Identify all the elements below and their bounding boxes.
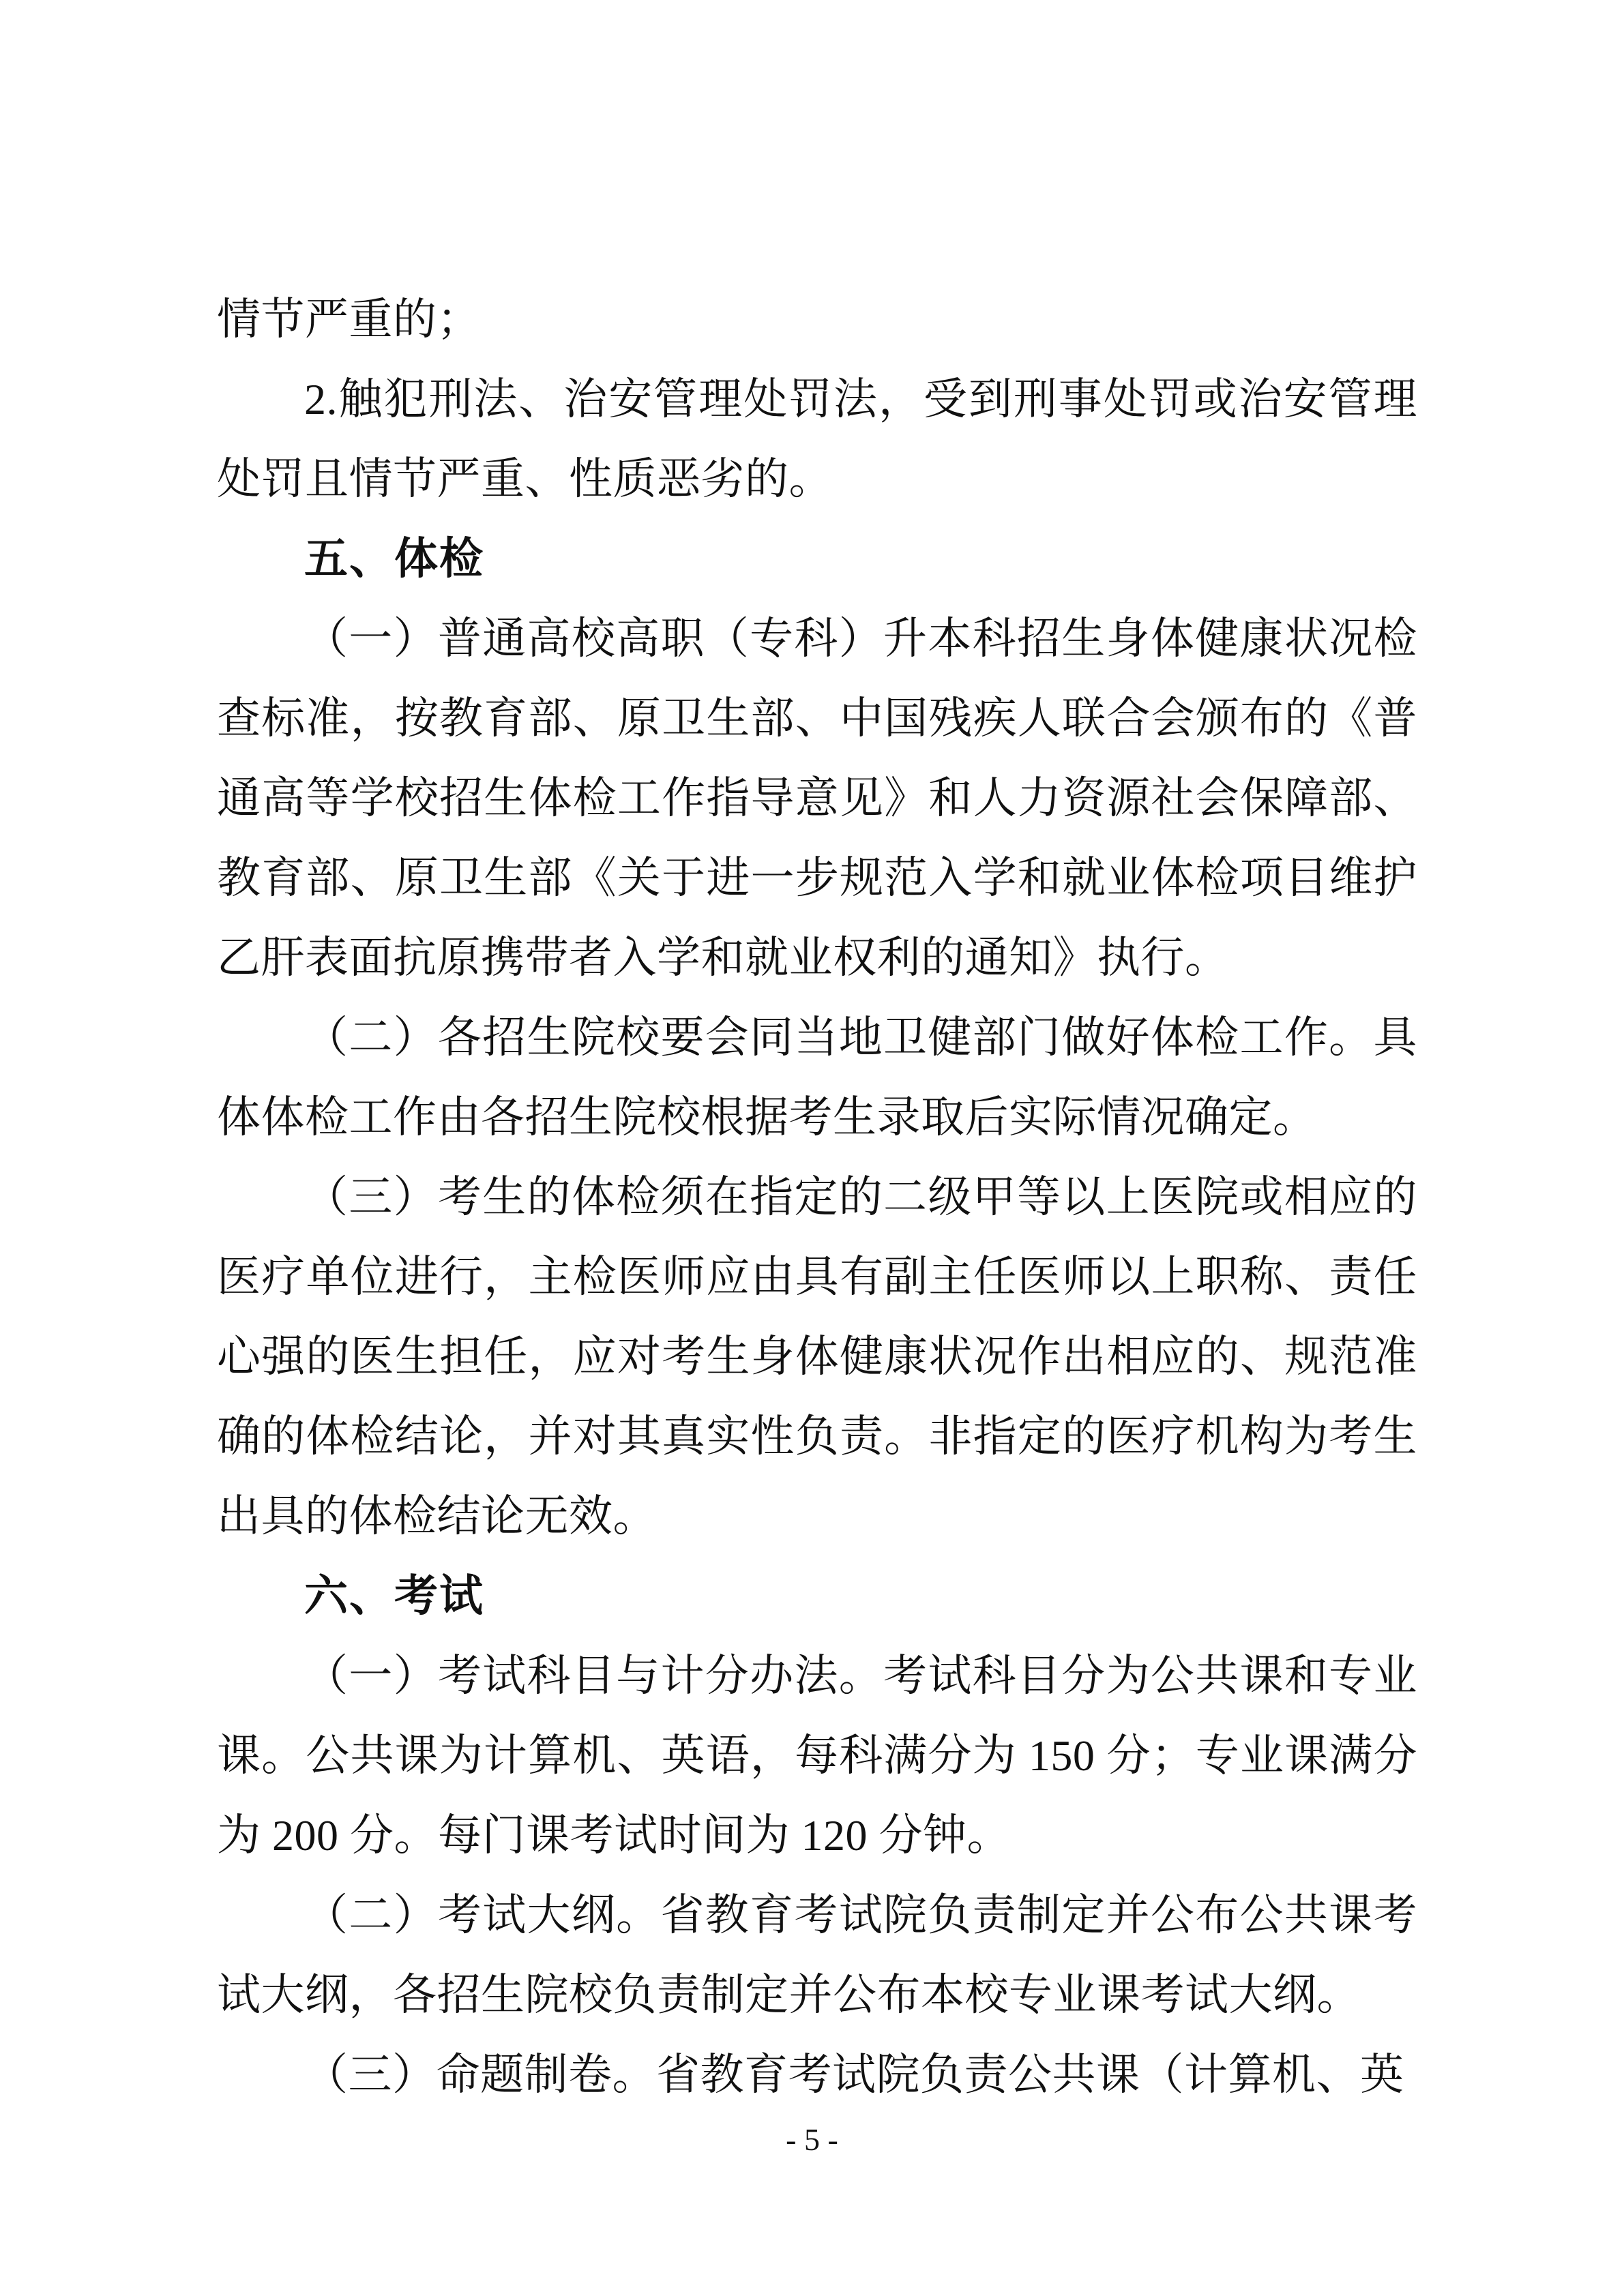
paragraph: （一）考试科目与计分办法。考试科目分为公共课和专业课。公共课为计算机、英语，每科满分为 150 分；专业课满分为 200 分。每门课考试时间为 120 分钟。 bbox=[217, 1652, 1417, 1860]
page-number: - 5 - bbox=[786, 2122, 838, 2157]
paragraph: （三）命题制卷。省教育考试院负责公共课（计算机、英 bbox=[304, 2051, 1404, 2099]
page-footer bbox=[0, 2119, 1624, 2160]
paragraph: （一）普通高校高职（专科）升本科招生身体健康状况检查标准，按教育部、原卫生部、中国残疾人联合会颁布的《普通高等学校招生体检工作指导意见》和人力资源社会保障部、教育部、原卫生部《关于进一步规范入学和就业体检项目维护乙肝表面抗原携带者入学和就业权利的通知》执行。 bbox=[217, 614, 1417, 982]
section-heading: 五、体检 bbox=[304, 534, 484, 583]
document-body bbox=[217, 280, 1417, 2115]
paragraph: （二）各招生院校要会同当地卫健部门做好体检工作。具体体检工作由各招生院校根据考生录取后实际情况确定。 bbox=[217, 1013, 1417, 1142]
paragraph: （二）考试大纲。省教育考试院负责制定并公布公共课考试大纲，各招生院校负责制定并公布本校专业课考试大纲。 bbox=[217, 1891, 1417, 2019]
section-heading: 六、考试 bbox=[304, 1571, 484, 1620]
paragraph: 2.触犯刑法、治安管理处罚法，受到刑事处罚或治安管理处罚且情节严重、性质恶劣的。 bbox=[217, 375, 1417, 503]
paragraph: （三）考生的体检须在指定的二级甲等以上医院或相应的医疗单位进行，主检医师应由具有副主任医师以上职称、责任心强的医生担任，应对考生身体健康状况作出相应的、规范准确的体检结论，并对其真实性负责。非指定的医疗机构为考生出具的体检结论无效。 bbox=[217, 1173, 1417, 1540]
paragraph: 情节严重的； bbox=[217, 295, 481, 344]
